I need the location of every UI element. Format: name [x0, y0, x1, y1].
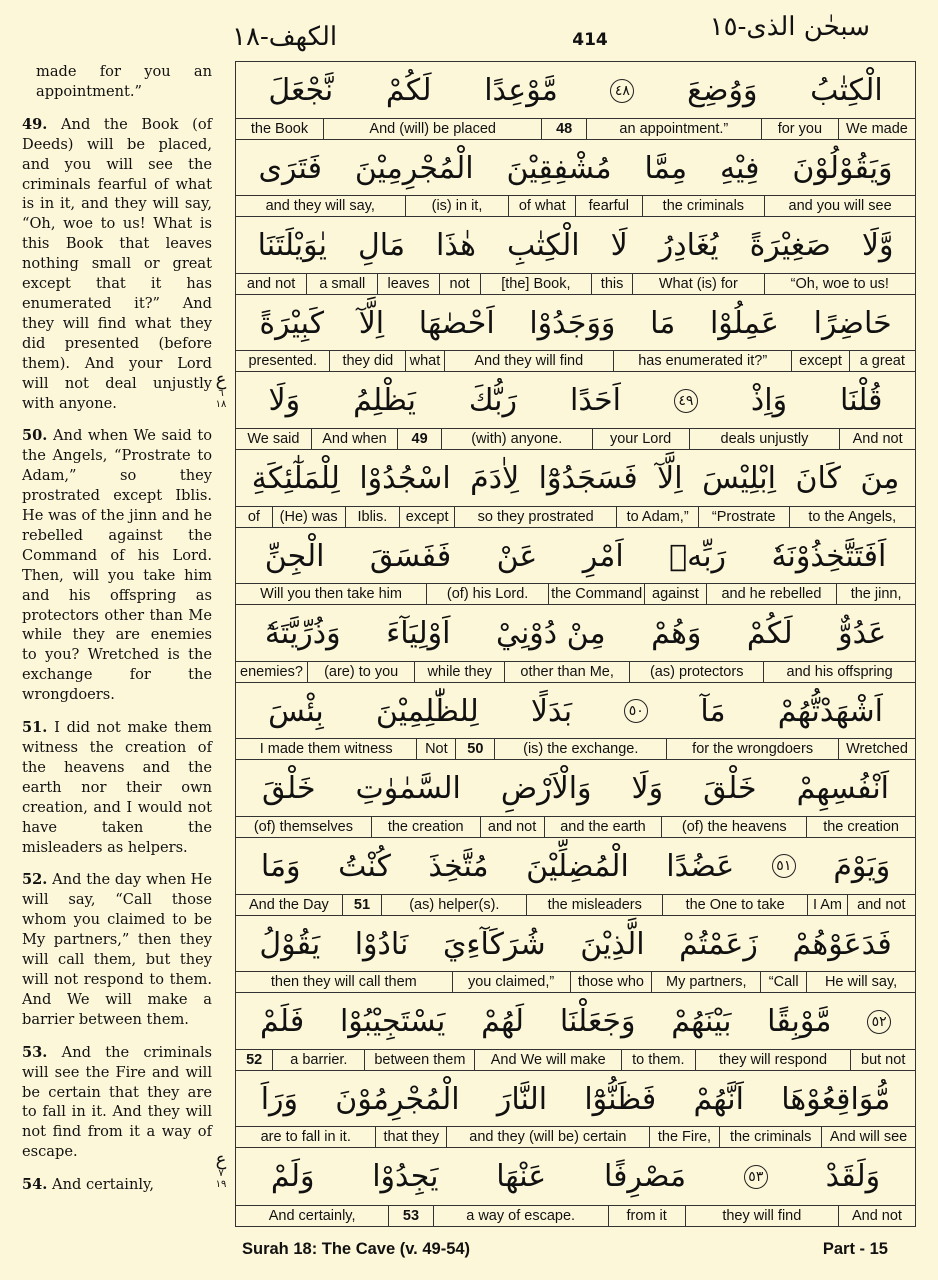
english-gloss: And We will make: [474, 1050, 621, 1070]
verse-row: [236, 683, 915, 761]
arabic-word: اَنْفُسِهِمْ: [796, 771, 890, 807]
arabic-word: يَظْلِمُ: [353, 383, 416, 419]
english-gloss: (He) was: [272, 507, 345, 527]
english-gloss: that they: [375, 1127, 446, 1147]
arabic-word: وَلَا: [631, 771, 664, 807]
english-gloss: and he rebelled: [706, 584, 837, 604]
arabic-word: نَّجْعَلَ: [268, 73, 334, 108]
arabic-word: فَتَرَى: [258, 150, 322, 186]
arabic-word: الْجِنِّ: [264, 538, 325, 574]
english-gloss: except: [791, 351, 848, 371]
arabic-line: [236, 140, 915, 197]
english-gloss: And not: [838, 1206, 915, 1226]
arabic-word: بَدَلًا: [530, 693, 573, 729]
translation-text: I did not make them witness the creation of the heavens and the earth nor their own creation, and I would not have taken the misleaders as helpers.: [22, 719, 213, 856]
verse-number-cell: 51: [342, 895, 381, 915]
english-gloss: and not: [480, 817, 544, 837]
english-gloss: And they will find: [444, 351, 613, 371]
arabic-word: اَحَدًا: [569, 383, 621, 419]
english-gloss: And the Day: [248, 896, 329, 913]
arabic-word: لِلْمَلٰٓئِكَةِ: [251, 460, 340, 496]
arabic-word: رَبُّكَ: [468, 383, 518, 419]
arabic-word: اِلَّآ: [358, 305, 385, 341]
arabic-word: زَعَمْتُمْ: [679, 926, 758, 962]
english-gloss-line: [236, 273, 915, 294]
arabic-word: مَصْرِفًا: [603, 1159, 687, 1195]
verse-number-cell: 50: [455, 739, 494, 759]
translation-column: [22, 62, 212, 1208]
verse-number: 53.: [22, 1043, 48, 1061]
word-by-word-grid: [235, 61, 916, 1227]
arabic-word: اَحْصٰهَا: [418, 305, 495, 341]
translation-text: And the Book (of Deeds) will be placed, and you will see the criminals fearful of what is in it, and they will say, “Oh, woe to us! What is this Book that leaves nothing small or great except that it has enumerated it?” And they will find what they did presented (before them). And your Lord will not deal unjustly with anyone.: [22, 115, 213, 412]
arabic-word: وَلَقَدْ: [825, 1159, 881, 1195]
english-gloss: deals unjustly: [689, 429, 840, 449]
english-gloss: “Prostrate: [698, 507, 789, 527]
arabic-word: بِئْسَ: [268, 693, 324, 729]
arabic-word: مَّوْبِقًا: [767, 1004, 832, 1040]
english-gloss: presented.: [248, 353, 317, 370]
english-gloss: the criminals: [642, 196, 765, 216]
arabic-line: [236, 760, 915, 817]
english-gloss-line: [236, 1205, 915, 1226]
english-gloss: the Fire,: [649, 1127, 720, 1147]
translation-paragraph: [22, 426, 212, 705]
arabic-word: مَآ: [700, 693, 726, 729]
arabic-word: يٰوَيْلَتَنَا: [257, 228, 327, 264]
arabic-word: اَفَتَتَّخِذُوْنَهٗ: [771, 538, 887, 574]
translation-paragraph: [22, 115, 212, 414]
english-gloss: (of) themselves: [253, 818, 353, 835]
english-gloss: those who: [570, 972, 652, 992]
arabic-word: مَّوْعِدًا: [484, 73, 558, 108]
english-gloss: And will see: [821, 1127, 915, 1147]
english-gloss: [the] Book,: [480, 274, 591, 294]
english-gloss: for you: [761, 119, 838, 139]
arabic-word: اِبْلِيْسَ: [702, 460, 776, 496]
arabic-word: وَهُمْ: [651, 616, 702, 652]
arabic-word: النَّارَ: [496, 1081, 548, 1117]
arabic-line: [236, 916, 915, 973]
english-gloss: they did: [329, 351, 405, 371]
arabic-word: فَظَنُّوْٓا: [584, 1081, 657, 1117]
english-gloss: for the wrongdoers: [666, 739, 838, 759]
english-gloss: and they (will be) certain: [446, 1127, 648, 1147]
english-gloss: We made: [838, 119, 915, 139]
arabic-word: عَضُدًا: [666, 848, 735, 884]
arabic-word: وَالْاَرْضِ: [500, 771, 592, 807]
rukuh-glyph: ع: [215, 1149, 227, 1170]
arabic-line: [236, 528, 915, 585]
verse-row: [236, 450, 915, 528]
arabic-word: وَرَاَ: [260, 1081, 299, 1117]
english-gloss-line: [236, 816, 915, 837]
english-gloss: (is) in it,: [405, 196, 509, 216]
verse-row: [236, 916, 915, 994]
english-gloss: to Adam,”: [616, 507, 698, 527]
english-gloss: What (is) for: [632, 274, 763, 294]
rukuh-mark: [210, 1149, 232, 1190]
arabic-word: مِنْ دُوْنِيْ: [495, 616, 606, 652]
verse-number: 51.: [22, 719, 48, 737]
arabic-word: لَكُمْ: [746, 616, 793, 652]
english-gloss: they will find: [685, 1206, 838, 1226]
header-left-title: الكهف-١٨: [232, 22, 338, 52]
verse-end-marker: ٥٣: [744, 1165, 768, 1189]
arabic-word: الْكِتٰبِ: [506, 228, 580, 264]
english-gloss: so they prostrated: [454, 507, 616, 527]
arabic-word: مُتَّخِذَ: [428, 848, 489, 884]
english-gloss: other than Me,: [504, 662, 629, 682]
verse-row: [236, 1148, 915, 1226]
arabic-line: [236, 1071, 915, 1128]
english-gloss: the misleaders: [526, 895, 662, 915]
arabic-word: مُشْفِقِيْنَ: [506, 150, 612, 186]
arabic-word: مِنَ: [860, 460, 900, 496]
arabic-word: لِلظّٰلِمِيْنَ: [375, 693, 479, 729]
english-gloss: “Oh, woe to us!: [764, 274, 915, 294]
english-gloss-line: [236, 428, 915, 449]
english-gloss: the creation: [806, 817, 915, 837]
arabic-word: فِيْهِ: [719, 150, 760, 186]
english-gloss-line: [236, 738, 915, 759]
translation-paragraph: [22, 1175, 212, 1195]
arabic-word: فَسَجَدُوْٓا: [538, 460, 638, 496]
english-gloss: to the Angels,: [789, 507, 915, 527]
english-gloss: has enumerated it?”: [613, 351, 792, 371]
arabic-word: فَفَسَقَ: [369, 538, 452, 574]
arabic-word: خَلْقَ: [262, 771, 316, 807]
verse-number-cell: 49: [397, 429, 441, 449]
arabic-word: وَاِذْ: [750, 383, 788, 419]
english-gloss: your Lord: [592, 429, 689, 449]
verse-row: [236, 217, 915, 295]
english-gloss: and not: [246, 275, 296, 292]
page-header: [0, 0, 938, 60]
arabic-word: لَا: [610, 228, 628, 264]
header-right-title: سبحٰن الذی-١٥: [709, 12, 870, 42]
english-gloss: (is) the exchange.: [494, 739, 666, 759]
english-gloss: a great: [849, 351, 915, 371]
english-gloss: And certainly,: [268, 1207, 356, 1224]
arabic-word: وَيَوْمَ: [833, 848, 891, 884]
english-gloss-line: [236, 1126, 915, 1147]
english-gloss: (with) anyone.: [441, 429, 592, 449]
english-gloss-line: [236, 583, 915, 604]
english-gloss: Will you then take him: [260, 586, 402, 603]
verse-end-marker: ٥٢: [867, 1010, 891, 1034]
english-gloss: from it: [608, 1206, 685, 1226]
english-gloss-line: [236, 1049, 915, 1070]
english-gloss: a way of escape.: [433, 1206, 608, 1226]
arabic-word: عَنْ: [496, 538, 538, 574]
verse-number-cell: 48: [541, 119, 585, 139]
english-gloss: fearful: [575, 196, 642, 216]
english-gloss: He will say,: [806, 972, 915, 992]
arabic-word: وَوَجَدُوْا: [529, 305, 616, 341]
arabic-word: خَلْقَ: [703, 771, 757, 807]
arabic-word: عَمِلُوْا: [709, 305, 779, 341]
verse-end-marker: ٥١: [772, 854, 796, 878]
arabic-word: صَغِيْرَةً: [749, 228, 831, 264]
translation-text: And certainly,: [52, 1176, 154, 1194]
arabic-word: يُغَادِرُ: [658, 228, 719, 264]
arabic-word: وَوُضِعَ: [687, 73, 758, 108]
arabic-line: [236, 217, 915, 274]
verse-row: [236, 140, 915, 218]
arabic-word: اَمْرِ: [582, 538, 624, 574]
arabic-word: بَيْنَهُمْ: [671, 1004, 732, 1040]
translation-text: made for you an appointment.”: [36, 63, 212, 100]
arabic-line: [236, 993, 915, 1050]
english-gloss: but not: [850, 1050, 915, 1070]
english-gloss: to them.: [621, 1050, 695, 1070]
arabic-word: اَشْهَدْتُّهُمْ: [777, 693, 883, 729]
arabic-word: الْمُجْرِمُوْنَ: [335, 1081, 460, 1117]
arabic-word: الْمُضِلِّيْنَ: [526, 848, 629, 884]
verse-row: [236, 372, 915, 450]
english-gloss: they will respond: [695, 1050, 851, 1070]
english-gloss: (as) helper(s).: [381, 895, 526, 915]
arabic-word: مُّوَاقِعُوْهَا: [781, 1081, 891, 1117]
english-gloss: “Call: [760, 972, 806, 992]
arabic-word: وَذُرِّيَّتَهٗٓ: [264, 616, 341, 652]
english-gloss: enemies?: [240, 663, 303, 680]
english-gloss: and the earth: [544, 817, 662, 837]
rukuh-sub: ١٨: [215, 399, 227, 410]
english-gloss: a small: [306, 274, 377, 294]
english-gloss-line: [236, 661, 915, 682]
verse-row: [236, 528, 915, 606]
arabic-word: نَادُوْا: [354, 926, 409, 962]
english-gloss: what: [405, 351, 443, 371]
arabic-line: [236, 683, 915, 740]
arabic-word: هٰذَا: [436, 228, 476, 264]
arabic-word: يَقُوْلُ: [259, 926, 321, 962]
surah-footer: Surah 18: The Cave (v. 49-54): [242, 1240, 471, 1258]
english-gloss-line: [236, 971, 915, 992]
arabic-word: مَا: [650, 305, 676, 341]
arabic-word: يَجِدُوْا: [372, 1159, 439, 1195]
english-gloss: except: [399, 507, 454, 527]
verse-end-marker: ٤٨: [610, 79, 634, 103]
english-gloss: Wretched: [838, 739, 915, 759]
verse-row: [236, 838, 915, 916]
arabic-word: حَاضِرًا: [813, 305, 892, 341]
english-gloss: (as) protectors: [629, 662, 763, 682]
english-gloss-line: [236, 350, 915, 371]
arabic-word: السَّمٰوٰتِ: [355, 771, 461, 807]
verse-number: 50.: [22, 427, 48, 445]
english-gloss: the One to take: [662, 895, 807, 915]
verse-row: [236, 760, 915, 838]
english-gloss: (of) the heavens: [661, 817, 806, 837]
arabic-word: وَلَا: [268, 383, 301, 419]
arabic-word: مِمَّا: [644, 150, 688, 186]
arabic-word: وَيَقُوْلُوْنَ: [792, 150, 893, 186]
english-gloss: My partners,: [651, 972, 760, 992]
verse-row: [236, 62, 915, 140]
arabic-word: اِلَّآ: [657, 460, 683, 496]
english-gloss-line: [236, 506, 915, 527]
english-gloss: leaves: [377, 274, 438, 294]
english-gloss: and they will say,: [265, 198, 375, 215]
arabic-word: كُنْتُ: [338, 848, 391, 884]
rukuh-sub: ١٩: [215, 1179, 227, 1190]
arabic-line: [236, 450, 915, 507]
english-gloss: and his offspring: [763, 662, 915, 682]
arabic-line: [236, 295, 915, 352]
arabic-word: كَبِيْرَةً: [259, 305, 325, 341]
english-gloss: Iblis.: [345, 507, 400, 527]
translation-paragraph: [22, 1043, 212, 1162]
english-gloss: the jinn,: [836, 584, 915, 604]
arabic-word: لَكُمْ: [385, 73, 432, 108]
arabic-word: قُلْنَا: [840, 383, 883, 419]
arabic-line: [236, 372, 915, 429]
english-gloss: a barrier.: [272, 1050, 364, 1070]
english-gloss: and not: [847, 895, 915, 915]
arabic-word: لِاٰدَمَ: [470, 460, 520, 496]
arabic-word: الْمُجْرِمِيْنَ: [354, 150, 474, 186]
verse-end-marker: ٤٩: [674, 389, 698, 413]
arabic-word: اَنَّهُمْ: [693, 1081, 744, 1117]
arabic-word: عَنْهَا: [496, 1159, 547, 1195]
english-gloss: the Command: [548, 584, 644, 604]
rukuh-mark: [210, 369, 232, 410]
arabic-word: اَوْلِيَآءَ: [386, 616, 451, 652]
english-gloss: of what: [508, 196, 575, 216]
arabic-word: مَالِ: [358, 228, 406, 264]
english-gloss: are to fall in it.: [260, 1129, 351, 1146]
verse-number: 52.: [22, 871, 48, 889]
english-gloss-line: [236, 118, 915, 139]
arabic-word: فَلَمْ: [259, 1004, 305, 1040]
english-gloss: while they: [414, 662, 504, 682]
arabic-word: وَّلَا: [861, 228, 894, 264]
rukuh-number: ٦: [218, 388, 224, 399]
verse-number-cell: 52: [246, 1051, 263, 1068]
verse-end-marker: ٥٠: [624, 699, 648, 723]
translation-text: And the criminals will see the Fire and will be certain that they are to fall in it. And they will not find from it a way of escape.: [22, 1043, 212, 1161]
page-number: 414: [572, 30, 608, 50]
english-gloss: I Am: [807, 895, 846, 915]
arabic-word: اسْجُدُوْا: [359, 460, 451, 496]
english-gloss: And (will) be placed: [323, 119, 541, 139]
english-gloss: the Book: [250, 120, 309, 137]
english-gloss: I made them witness: [259, 741, 393, 758]
verse-number: 49.: [22, 115, 48, 133]
english-gloss: then they will call them: [270, 974, 417, 991]
arabic-word: فَدَعَوْهُمْ: [792, 926, 892, 962]
english-gloss: you claimed,”: [452, 972, 570, 992]
english-gloss: And when: [311, 429, 397, 449]
english-gloss: between them: [364, 1050, 474, 1070]
arabic-line: [236, 62, 915, 119]
rukuh-number: ٧: [218, 1168, 224, 1179]
part-footer: Part - 15: [822, 1240, 888, 1258]
arabic-word: يَسْتَجِيْبُوْا: [339, 1004, 446, 1040]
verse-row: [236, 1071, 915, 1149]
translation-text: And the day when He will say, “Call those whom you claimed to be My partners,” then they will call them, but they will not respond to them. And We will make a barrier between them.: [22, 871, 212, 1028]
verse-row: [236, 605, 915, 683]
verse-row: [236, 993, 915, 1071]
translation-paragraph: [22, 870, 212, 1029]
rukuh-glyph: ع: [215, 369, 227, 390]
english-gloss: (of) his Lord.: [426, 584, 548, 604]
english-gloss: the creation: [371, 817, 480, 837]
verse-number: 54.: [22, 1176, 48, 1194]
english-gloss: And not: [839, 429, 915, 449]
english-gloss: of: [247, 508, 260, 525]
arabic-word: عَدُوٌّ: [838, 616, 887, 652]
arabic-line: [236, 838, 915, 895]
verse-number-cell: 53: [388, 1206, 432, 1226]
arabic-word: وَلَمْ: [270, 1159, 315, 1195]
english-gloss: the criminals: [719, 1127, 821, 1147]
english-gloss: against: [644, 584, 705, 604]
arabic-word: وَمَا: [260, 848, 301, 884]
english-gloss: (are) to you: [307, 662, 414, 682]
arabic-word: لَهُمْ: [481, 1004, 525, 1040]
english-gloss: an appointment.”: [586, 119, 761, 139]
english-gloss: this: [591, 274, 632, 294]
english-gloss: and you will see: [764, 196, 915, 216]
arabic-word: الَّذِيْنَ: [580, 926, 645, 962]
english-gloss-line: [236, 894, 915, 915]
translation-text: And when We said to the Angels, “Prostrate to Adam,” so they prostrated except Iblis. He was of the jinn and he rebelled against the Command of his Lord. Then, will you take him and his offspring as protectors other than Me while they are enemies to you? Wretched is the exchange for the wrongdoers.: [22, 427, 212, 704]
verse-row: [236, 295, 915, 373]
english-gloss: Not: [416, 739, 455, 759]
arabic-line: [236, 1148, 915, 1205]
arabic-word: شُرَكَآءِيَ: [442, 926, 546, 962]
arabic-word: الْكِتٰبُ: [810, 73, 883, 108]
english-gloss: not: [439, 274, 480, 294]
arabic-line: [236, 605, 915, 662]
english-gloss: We said: [247, 430, 300, 447]
arabic-word: رَبِّهٖ: [669, 538, 727, 574]
arabic-word: وَجَعَلْنَا: [559, 1004, 636, 1040]
arabic-word: كَانَ: [795, 460, 841, 496]
translation-paragraph: [22, 718, 212, 857]
translation-paragraph: [22, 62, 212, 102]
english-gloss-line: [236, 195, 915, 216]
